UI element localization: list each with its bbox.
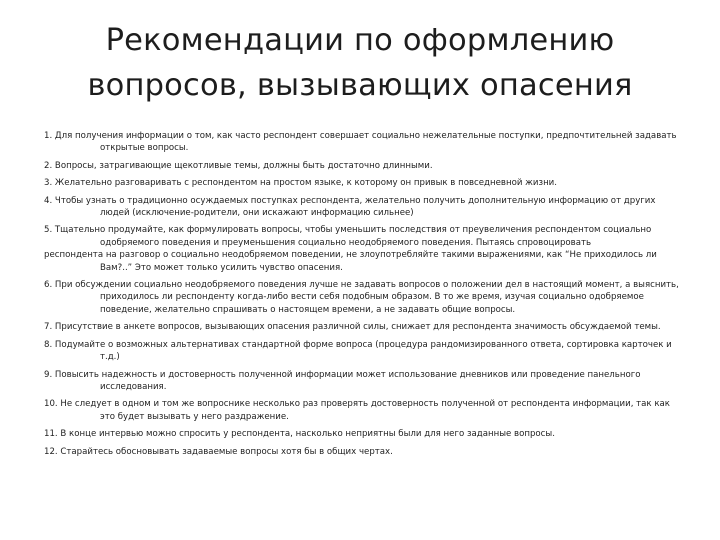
- list-item: 9. Повысить надежность и достоверность полученной информации может использование дневников или проведение панельного исследования.: [44, 369, 641, 392]
- list-item: 7. Присутствие в анкете вопросов, вызывающих опасения различной силы, снижает для респондента значимость обсуждаемой темы.: [44, 322, 661, 333]
- list-item-continuation: респондента на разговор о социально неодобряемом поведении, не злоупотребляйте такими выражениями, как “Не приходилось ли Вам?..” Это может только усилить чувство опасения.: [44, 250, 657, 273]
- list-item: 10. Не следует в одном и том же вопроснике несколько раз проверять достоверность полученной от респондента информации, так как это будет вызывать у него раздражение.: [44, 399, 671, 422]
- list-item: 11. В конце интервью можно спросить у респондента, насколько неприятны были для него заданные вопросы.: [44, 429, 555, 440]
- list-item: 1. Для получения информации о том, как часто респондент совершает социально нежелательные поступки, предпочтительней задавать открытые вопросы.: [44, 131, 677, 154]
- list-item: 2. Вопросы, затрагивающие щекотливые темы, должны быть достаточно длинными.: [44, 160, 433, 171]
- list-item: 4. Чтобы узнать о традиционно осуждаемых поступках респондента, желательно получить дополнительную информацию от других людей (исключение-родители, они искажают информацию сильнее): [44, 195, 656, 219]
- list-item: 12. Старайтесь обосновывать задаваемые вопросы хотя бы в общих чертах.: [44, 446, 393, 457]
- list-item: 8. Подумайте о возможных альтернативах стандартной форме вопроса (процедура рандомизированного ответа, сортировка карточек и т.д.): [44, 339, 672, 363]
- list-item: 3. Желательно разговаривать с респондентом на простом языке, к которому он привык в повседневной жизни.: [44, 178, 557, 189]
- list-item: 6. При обсуждении социально неодобряемого поведения лучше не задавать вопросов о положении дел в настоящий момент, а выяснить, приходилось ли респонденту когда-либо вести себя подобным образом. В то же время, изучая социально одобряемое поведение, желательно спрашивать о настоящем времени, а не задавать общие вопросы.: [44, 280, 679, 315]
- list-item: 5. Тщательно продумайте, как формулировать вопросы, чтобы уменьшить последствия от преувеличения респондентом социально одобряемого поведения и преуменьшения социально неодобряемого поведения. Пытаясь спровоцировать: [44, 225, 652, 248]
- slide-title: [0, 18, 720, 108]
- recommendations-list: [44, 130, 684, 463]
- slide-title-line-1: Рекомендации по оформлению: [105, 23, 615, 58]
- slide-title-line-2: вопросов, вызывающих опасения: [87, 68, 633, 103]
